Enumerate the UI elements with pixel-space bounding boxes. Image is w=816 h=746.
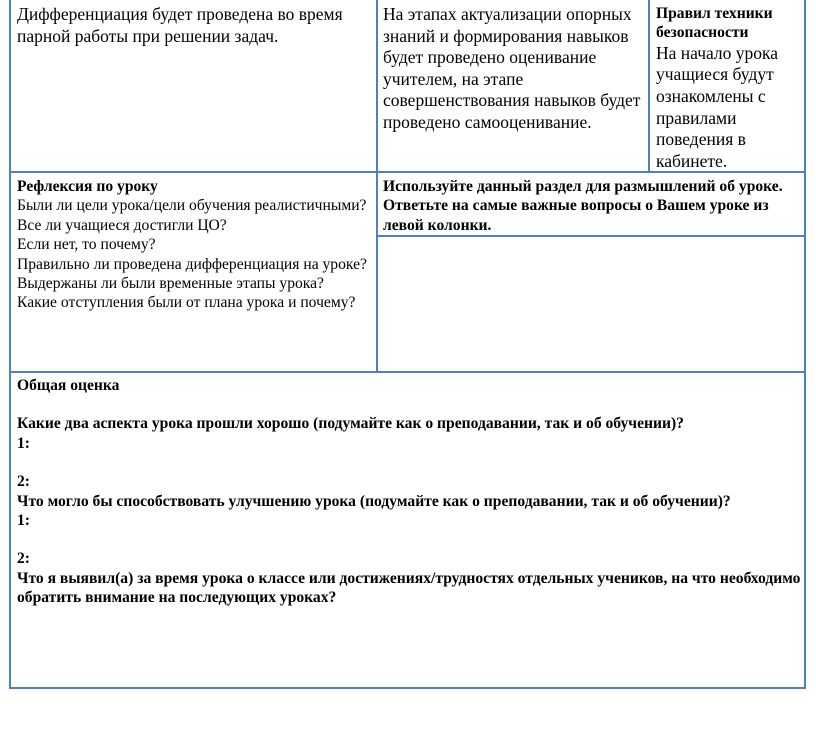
row1-col2-cell: [383, 4, 645, 134]
row2-bottom-border: [11, 371, 806, 373]
reflection-question: Если нет, то почему?: [17, 236, 156, 254]
lesson-plan-table: [9, 0, 806, 689]
safety-text: На начало урока учащиеся будут ознакомлены с правилами поведения в кабинете.: [656, 42, 779, 171]
answer-label-1: 1:: [17, 434, 30, 452]
reflection-instructions: Используйте данный раздел для размышлений об уроке. Ответьте на самые важные вопросы о Вашем уроке из левой колонки.: [383, 178, 783, 234]
question-good-aspects: Какие два аспекта урока прошли хорошо (подумайте как о преподавании, так и об обучении)?: [17, 415, 684, 433]
row1-col3-cell: [656, 4, 804, 172]
reflection-question: Выдержаны ли были временные этапы урока?: [17, 275, 324, 293]
answer-label-2: 2:: [17, 473, 30, 491]
assessment-text: На этапах актуализации опорных знаний и формирования навыков будет проведено оценивание учителем, на этапе совершенствования навыков будет проведено самооценивание.: [383, 4, 641, 132]
reflection-question: Все ли учащиеся достигли ЦО?: [17, 216, 227, 234]
reflection-cell: [17, 177, 372, 313]
reflection-question: Правильно ли проведена дифференциация на уроке?: [17, 255, 367, 273]
safety-title: Правил техники безопасности: [656, 5, 773, 42]
reflection-question: Были ли цели урока/цели обучения реалистичными?: [17, 197, 367, 215]
question-class-observations: Что я выявил(а) за время урока о классе или достижениях/трудностях отдельных учеников, на что необходимо обратить внимание на последующих уроках?: [17, 569, 801, 607]
reflection-notes-area[interactable]: [378, 237, 806, 371]
answer-label-2: 2:: [17, 550, 30, 568]
col2-right-border: [648, 0, 650, 173]
row1-col1-cell: [17, 4, 372, 47]
question-improvement: Что могло бы способствовать улучшению урока (подумайте как о преподавании, так и об обучении)?: [17, 492, 731, 510]
reflection-question: Какие отступления были от плана урока и почему?: [17, 294, 356, 312]
overall-assessment-cell: [17, 376, 802, 608]
differentiation-text: Дифференциация будет проведена во время парной работы при решении задач.: [17, 4, 343, 46]
reflection-title: Рефлексия по уроку: [17, 178, 158, 195]
answer-label-1: 1:: [17, 512, 30, 530]
overall-title: Общая оценка: [17, 377, 120, 394]
reflection-instructions-cell: [383, 177, 801, 235]
